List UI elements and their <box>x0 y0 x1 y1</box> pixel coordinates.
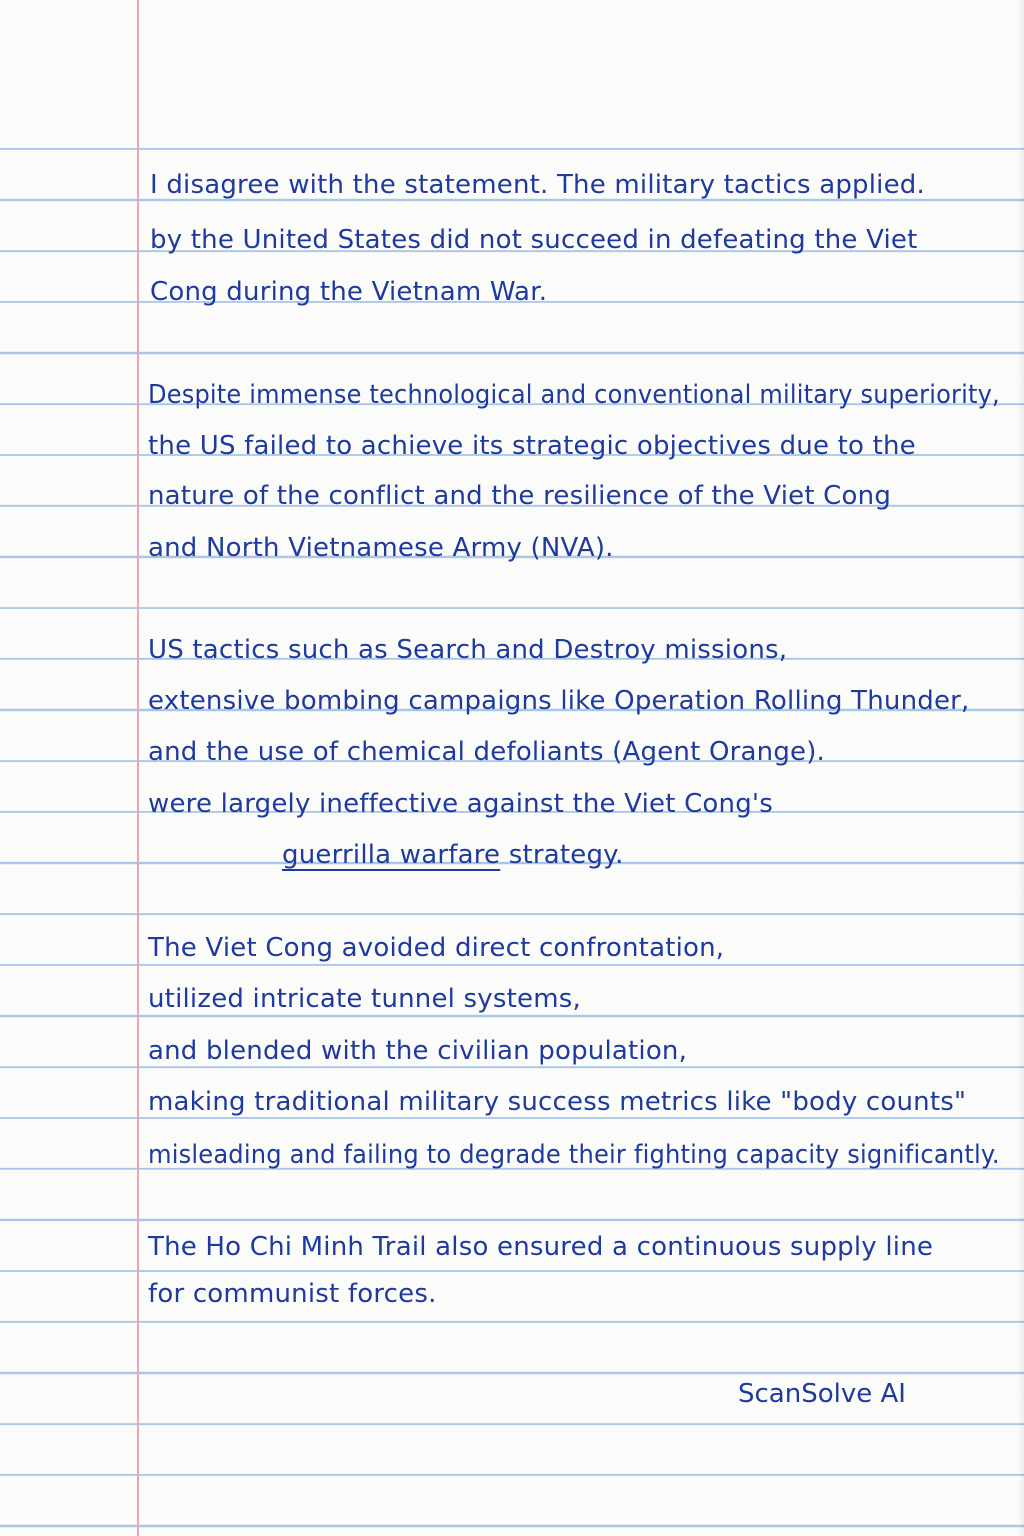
page-edge <box>1018 0 1024 1536</box>
essay-line: the US failed to achieve its strategic objectives due to the <box>148 431 916 461</box>
essay-line: misleading and failing to degrade their fighting capacity significantly. <box>148 1140 1000 1170</box>
essay-line: nature of the conflict and the resilience of the Viet Cong <box>148 481 892 511</box>
essay-line: by the United States did not succeed in defeating the Viet <box>150 225 918 255</box>
signature: ScanSolve AI <box>738 1379 906 1409</box>
essay-line: Cong during the Vietnam War. <box>150 277 548 307</box>
essay-line: Despite immense technological and conventional military superiority, <box>148 380 1000 410</box>
essay-line: The Viet Cong avoided direct confrontation, <box>148 933 725 963</box>
essay-line: utilized intricate tunnel systems, <box>148 984 581 1014</box>
essay-line-centered <box>282 838 624 872</box>
essay-line: and blended with the civilian population, <box>148 1036 688 1066</box>
margin-line <box>137 0 139 1536</box>
page-header-space <box>0 0 1024 140</box>
essay-line: extensive bombing campaigns like Operation Rolling Thunder, <box>148 686 970 716</box>
essay-line: were largely ineffective against the Viet Cong's <box>148 789 774 819</box>
essay-line: and the use of chemical defoliants (Agent Orange). <box>148 737 826 767</box>
essay-line: making traditional military success metrics like "body counts" <box>148 1087 967 1117</box>
essay-line: for communist forces. <box>148 1279 437 1309</box>
essay-line: I disagree with the statement. The military tactics applied. <box>150 170 925 200</box>
line-ending: strategy. <box>500 840 624 870</box>
underlined-phrase: guerrilla warfare <box>282 840 501 870</box>
essay-line: The Ho Chi Minh Trail also ensured a continuous supply line <box>148 1232 934 1262</box>
essay-line: US tactics such as Search and Destroy missions, <box>148 635 788 665</box>
essay-line: and North Vietnamese Army (NVA). <box>148 533 614 563</box>
